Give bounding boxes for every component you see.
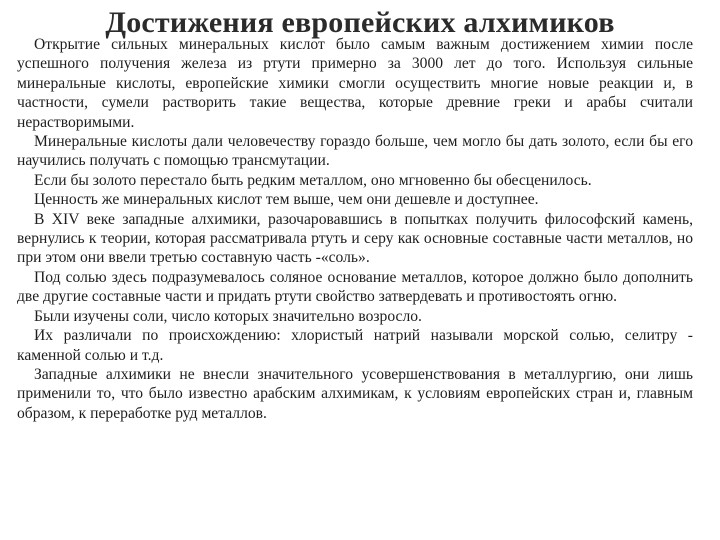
paragraph: Под солью здесь подразумевалось соляное основание металлов, которое должно было дополнить две другие составные части и придать ртути свойство затвердевать и противостоять огню.	[17, 268, 693, 306]
paragraph: Западные алхимики не внесли значительного усовершенствования в металлургию, они лишь применили то, что было известно арабским алхимикам, к условиям европейских стран и, главным образом, к переработке руд металлов.	[17, 365, 693, 422]
paragraph: В XIV веке западные алхимики, разочаровавшись в попытках получить философский камень, вернулись к теории, которая рассматривала ртуть и серу как основные составные части металлов, но при этом они ввели третью составную часть -«соль».	[17, 210, 693, 267]
paragraph: Ценность же минеральных кислот тем выше, чем они дешевле и доступнее.	[34, 191, 539, 209]
slide-body	[17, 35, 693, 423]
paragraph: Их различали по происхождению: хлористый натрий называли морской солью, селитру - каменной солью и т.д.	[17, 327, 693, 364]
paragraph: Минеральные кислоты дали человечеству гораздо больше, чем могло бы дать золото, если бы его научились получать с помощью трансмутации.	[17, 133, 693, 170]
paragraph: Если бы золото перестало быть редким металлом, оно мгновенно бы обесценилось.	[34, 171, 592, 189]
paragraph: Открытие сильных минеральных кислот было самым важным достижением химии после успешного получения железа из ртути примерно за 3000 лет до того. Используя сильные минеральные кислоты, европейские химики смогли осуществить многие новые реакции и, в частности, сумели растворить такие вещества, которые древние греки и арабы считали нерастворимыми.	[17, 36, 693, 131]
slide-title: Достижения европейских алхимиков	[105, 6, 615, 39]
paragraph: Были изучены соли, число которых значительно возросло.	[34, 307, 422, 325]
